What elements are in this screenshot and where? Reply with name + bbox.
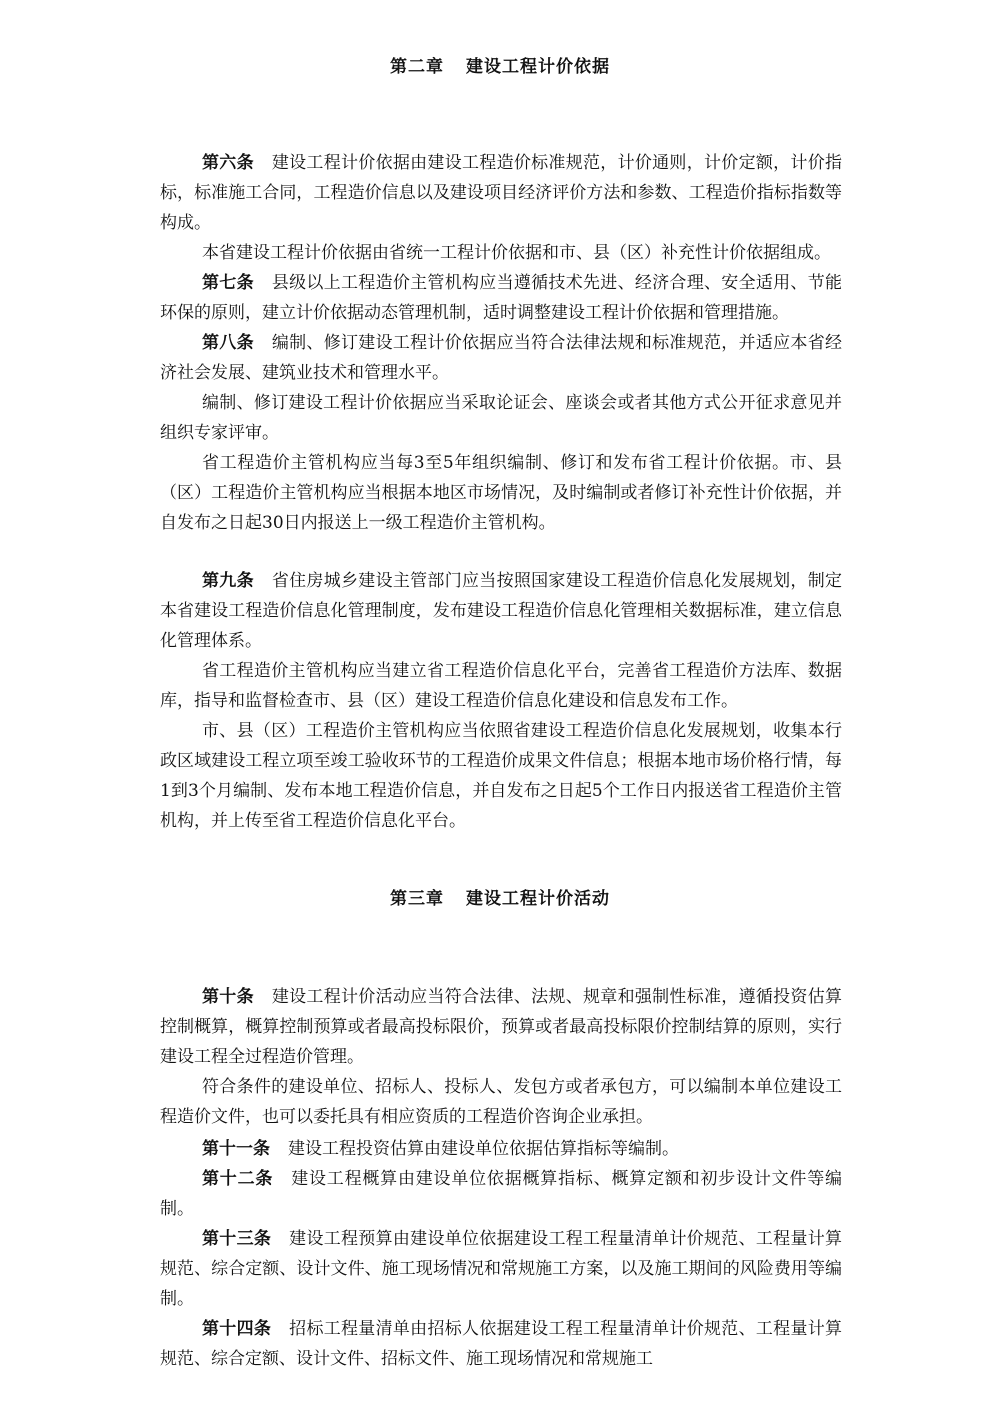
chapter-two-heading bbox=[0, 52, 1000, 77]
article-10-label: 第十条 bbox=[202, 987, 254, 1007]
chapter-three-number: 第三章 bbox=[390, 889, 444, 909]
article-8-para-2: 编制、修订建设工程计价依据应当采取论证会、座谈会或者其他方式公开征求意见并组织专家评审。 bbox=[160, 393, 842, 443]
article-8-label: 第八条 bbox=[202, 333, 254, 353]
article-7-label: 第七条 bbox=[202, 273, 254, 293]
chapter-two-number: 第二章 bbox=[390, 57, 444, 77]
article-13-label: 第十三条 bbox=[202, 1229, 272, 1249]
article-10-para-1: 第十条 建设工程计价活动应当符合法律、法规、规章和强制性标准，遵循投资估算控制概算，概算控制预算或者最高投标限价，预算或者最高投标限价控制结算的原则，实行建设工程全过程造价管理。 bbox=[160, 987, 843, 1067]
article-6-label: 第六条 bbox=[202, 153, 254, 173]
articles-6-to-8 bbox=[160, 148, 842, 538]
article-14-para-1: 第十四条 招标工程量清单由招标人依据建设工程工程量清单计价规范、工程量计算规范、综合定额、设计文件、招标文件、施工现场情况和常规施工 bbox=[160, 1319, 843, 1369]
article-10-para-2: 符合条件的建设单位、招标人、投标人、发包方或者承包方，可以编制本单位建设工程造价文件，也可以委托具有相应资质的工程造价咨询企业承担。 bbox=[160, 1077, 842, 1127]
chapter-two-title: 建设工程计价依据 bbox=[466, 57, 610, 77]
article-9-label: 第九条 bbox=[202, 571, 254, 591]
article-9-para-1: 第九条 省住房城乡建设主管部门应当按照国家建设工程造价信息化发展规划，制定本省建设工程造价信息化管理制度，发布建设工程造价信息化管理相关数据标准，建立信息化管理体系。 bbox=[160, 571, 843, 651]
article-10 bbox=[160, 982, 842, 1132]
article-7-para-1: 第七条 县级以上工程造价主管机构应当遵循技术先进、经济合理、安全适用、节能环保的原则，建立计价依据动态管理机制，适时调整建设工程计价依据和管理措施。 bbox=[160, 273, 843, 323]
article-11-para-1: 第十一条 建设工程投资估算由建设单位依据估算指标等编制。 bbox=[202, 1139, 679, 1159]
article-12-label: 第十二条 bbox=[202, 1169, 274, 1189]
article-14-label: 第十四条 bbox=[202, 1319, 272, 1339]
chapter-three-heading bbox=[0, 884, 1000, 909]
article-9 bbox=[160, 566, 842, 836]
article-12-para-1: 第十二条 建设工程概算由建设单位依据概算指标、概算定额和初步设计文件等编制。 bbox=[160, 1169, 843, 1219]
article-6-para-2: 本省建设工程计价依据由省统一工程计价依据和市、县（区）补充性计价依据组成。 bbox=[202, 243, 831, 263]
article-11-label: 第十一条 bbox=[202, 1139, 270, 1159]
articles-11-to-14 bbox=[160, 1134, 842, 1374]
article-9-para-3: 市、县（区）工程造价主管机构应当依照省建设工程造价信息化发展规划，收集本行政区域建设工程立项至竣工验收环节的工程造价成果文件信息；根据本地市场价格行情，每1到3个月编制、发布本地工程造价信息，并自发布之日起5个工作日内报送省工程造价主管机构，并上传至省工程造价信息化平台。 bbox=[160, 721, 842, 831]
article-8-para-3: 省工程造价主管机构应当每3至5年组织编制、修订和发布省工程计价依据。市、县（区）工程造价主管机构应当根据本地区市场情况，及时编制或者修订补充性计价依据，并自发布之日起30日内报送上一级工程造价主管机构。 bbox=[160, 453, 842, 533]
article-6-para-1: 第六条 建设工程计价依据由建设工程造价标准规范，计价通则，计价定额，计价指标，标准施工合同，工程造价信息以及建设项目经济评价方法和参数、工程造价指标指数等构成。 bbox=[160, 153, 843, 233]
article-13-para-1: 第十三条 建设工程预算由建设单位依据建设工程工程量清单计价规范、工程量计算规范、综合定额、设计文件、施工现场情况和常规施工方案，以及施工期间的风险费用等编制。 bbox=[160, 1229, 843, 1309]
article-9-para-2: 省工程造价主管机构应当建立省工程造价信息化平台，完善省工程造价方法库、数据库，指导和监督检查市、县（区）建设工程造价信息化建设和信息发布工作。 bbox=[160, 661, 842, 711]
chapter-three-title: 建设工程计价活动 bbox=[466, 889, 610, 909]
article-8-para-1: 第八条 编制、修订建设工程计价依据应当符合法律法规和标准规范，并适应本省经济社会发展、建筑业技术和管理水平。 bbox=[160, 333, 843, 383]
